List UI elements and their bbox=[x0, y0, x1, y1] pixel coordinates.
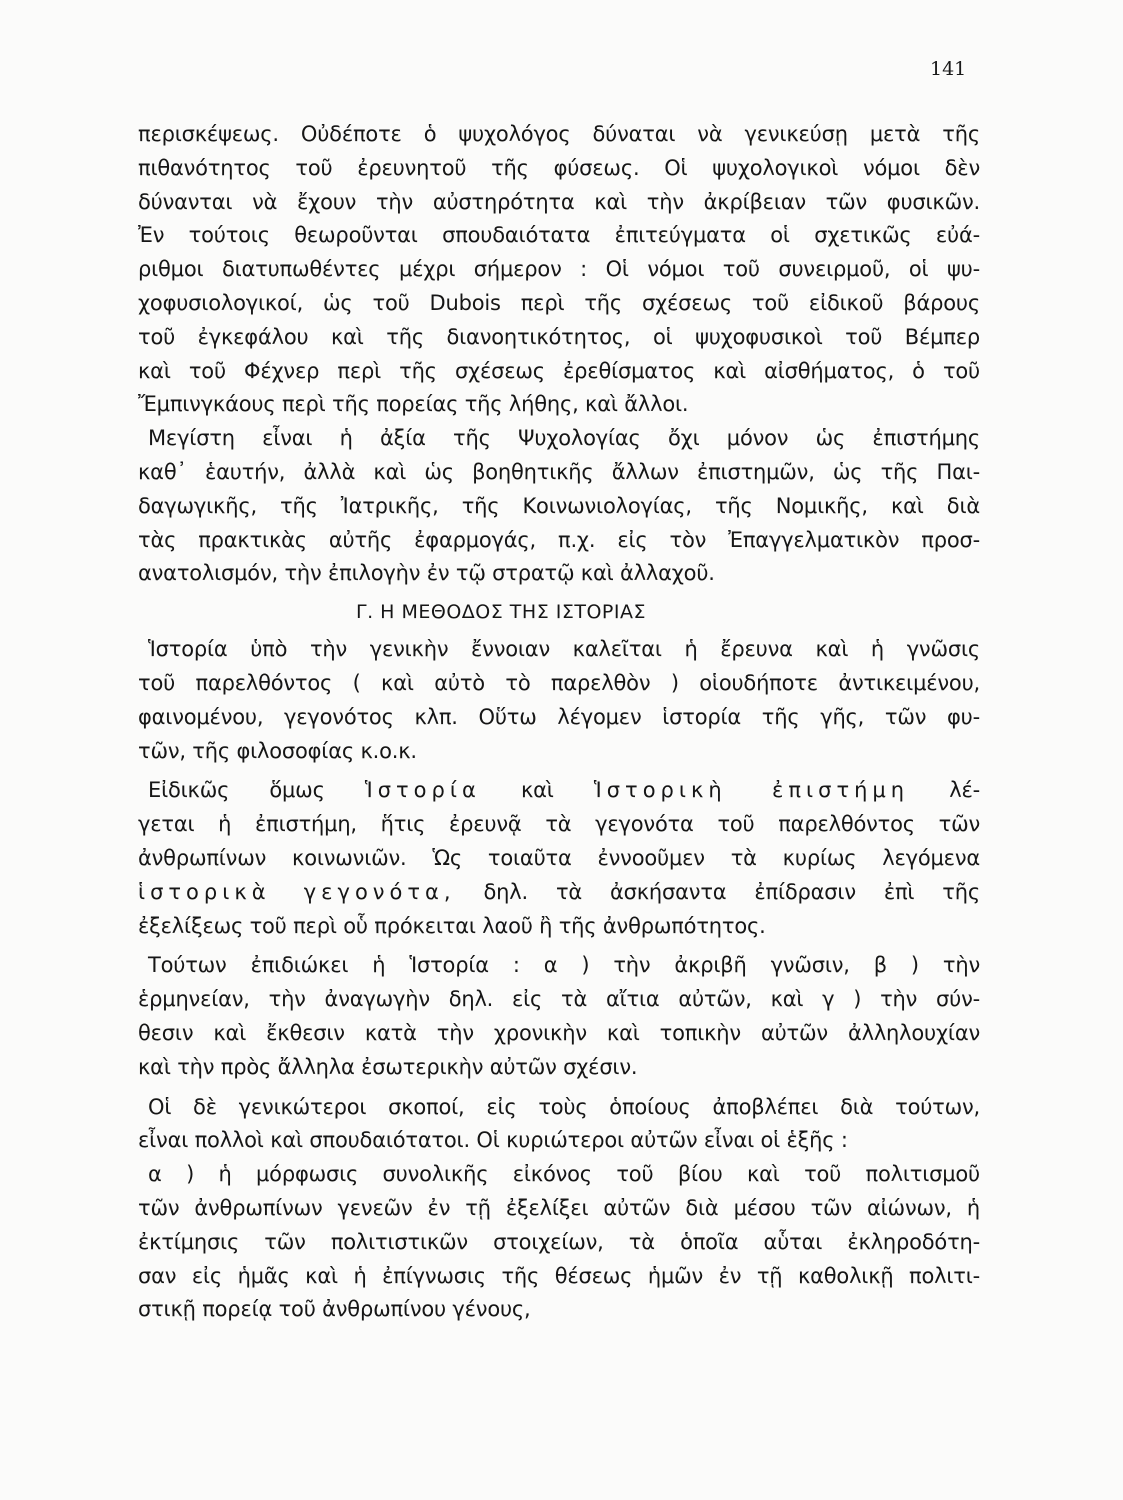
paragraph-psychology-value bbox=[138, 422, 980, 591]
text-line: σαν εἰς ἡμᾶς καὶ ἡ ἐπίγνωσις τῆς θέσεως ἡμῶν ἐν τῇ καθολικῇ πολιτι- bbox=[138, 1263, 980, 1288]
text-line: δαγωγικῆς, τῆς Ἰατρικῆς, τῆς Κοινωνιολογίας, τῆς Νομικῆς, καὶ διὰ bbox=[138, 493, 980, 518]
text-line: περισκέψεως. Οὐδέποτε ὁ ψυχολόγος δύναται νὰ γενικεύσῃ μετὰ τῆς bbox=[138, 122, 980, 146]
text-line: ἑρμηνείαν, τὴν ἀναγωγὴν δηλ. εἰς τὰ αἴτια αὐτῶν, καὶ γ ) τὴν σύν- bbox=[138, 987, 980, 1012]
text-line: τὰς πρακτικὰς αὐτῆς ἐφαρμογάς, π.χ. εἰς τὸν Ἐπαγγελματικὸν προσ- bbox=[138, 527, 980, 552]
text-line: ἀνθρωπίνων κοινωνιῶν. Ὡς τοιαῦτα ἐννοοῦμεν τὰ κυρίως λεγόμενα bbox=[138, 845, 980, 870]
text-line: ἐκτίμησις τῶν πολιτιστικῶν στοιχείων, τὰ ὁποῖα αὗται ἐκληροδότη- bbox=[138, 1229, 980, 1254]
text-line: Μεγίστη εἶναι ἡ ἀξία τῆς Ψυχολογίας ὄχι μόνον ὡς ἐπιστήμης bbox=[148, 426, 980, 451]
paragraph-psychology-laws bbox=[138, 118, 980, 422]
text-line: ριθμοι διατυπωθέντες μέχρι σήμερον : Οἱ νόμοι τοῦ συνειρμοῦ, οἱ ψυ- bbox=[138, 257, 980, 282]
text-line: Ἔμπινγκάους περὶ τῆς πορείας τῆς λήθης, καὶ ἄλλοι. bbox=[138, 392, 689, 417]
section-heading: Γ. Η ΜΕΘΟΔΟΣ ΤΗΣ ΙΣΤΟΡΙΑΣ bbox=[356, 601, 646, 624]
text-line bbox=[138, 876, 980, 910]
text-line: τῶν ἀνθρωπίνων γενεῶν ἐν τῇ ἐξελίξει αὐτῶν διὰ μέσου τῶν αἰώνων, ἡ bbox=[138, 1195, 980, 1220]
text-line: γεται ἡ ἐπιστήμη, ἥτις ἐρευνᾷ τὰ γεγονότα τοῦ παρελθόντος τῶν bbox=[138, 812, 980, 837]
page-number: 141 bbox=[930, 58, 967, 80]
text-line: τοῦ ἐγκεφάλου καὶ τῆς διανοητικότητος, οἱ ψυχοφυσικοὶ τοῦ Βέμπερ bbox=[138, 324, 980, 349]
text-line: ἐξελίξεως τοῦ περὶ οὗ πρόκειται λαοῦ ἢ τῆς ἀνθρωπότητος. bbox=[138, 913, 766, 938]
paragraph-history-aims bbox=[138, 949, 980, 1084]
text-span: λέ- bbox=[949, 778, 980, 803]
paragraph-general-goals bbox=[138, 1091, 980, 1328]
text-line: Ἐν τούτοις θεωροῦνται σπουδαιότατα ἐπιτεύγματα οἱ σχετικῶς εὐά- bbox=[138, 223, 980, 248]
spaced-term: ἱστορικὰ γεγονότα, bbox=[138, 879, 456, 904]
text-line: καθ᾽ ἑαυτήν, ἀλλὰ καὶ ὡς βοηθητικῆς ἄλλων ἐπιστημῶν, ὡς τῆς Παι- bbox=[138, 459, 980, 484]
text-line: καὶ τοῦ Φέχνερ περὶ τῆς σχέσεως ἐρεθίσματος καὶ αἰσθήματος, ὁ τοῦ bbox=[138, 358, 980, 383]
text-line: δύνανται νὰ ἔχουν τὴν αὐστηρότητα καὶ τὴν ἀκρίβειαν τῶν φυσικῶν. bbox=[138, 189, 980, 214]
paragraph-history-definition bbox=[138, 633, 980, 768]
text-line: τῶν, τῆς φιλοσοφίας κ.ο.κ. bbox=[138, 738, 417, 763]
text-span: δηλ. τὰ ἀσκήσαντα ἐπίδρασιν ἐπὶ τῆς bbox=[483, 879, 980, 904]
text-line: τοῦ παρελθόντος ( καὶ αὐτὸ τὸ παρελθὸν ) οἱουδήποτε ἀντικειμένου, bbox=[138, 670, 980, 695]
paragraph-history-science bbox=[138, 774, 980, 943]
text-line: θεσιν καὶ ἔκθεσιν κατὰ τὴν χρονικὴν καὶ τοπικὴν αὐτῶν ἀλληλουχίαν bbox=[138, 1020, 980, 1045]
text-line: χοφυσιολογικοί, ὡς τοῦ Dubois περὶ τῆς σχέσεως τοῦ εἰδικοῦ βάρους bbox=[138, 290, 980, 315]
text-span: Εἰδικῶς ὅμως bbox=[148, 778, 325, 803]
text-line: πιθανότητος τοῦ ἐρευνητοῦ τῆς φύσεως. Οἱ ψυχολογικοὶ νόμοι δὲν bbox=[138, 155, 980, 180]
text-line: στικῇ πορείᾳ τοῦ ἀνθρωπίνου γένους, bbox=[138, 1297, 531, 1322]
body-text bbox=[138, 118, 980, 1327]
text-line: εἶναι πολλοὶ καὶ σπουδαιότατοι. Οἱ κυριώτεροι αὐτῶν εἶναι οἱ ἑξῆς : bbox=[138, 1128, 848, 1153]
text-line: φαινομένου, γεγονότος κλπ. Οὕτω λέγομεν ἱστορία τῆς γῆς, τῶν φυ- bbox=[138, 704, 980, 729]
spaced-term: Ἱστορία bbox=[364, 778, 481, 803]
text-span: καὶ bbox=[520, 778, 554, 803]
text-line: Οἱ δὲ γενικώτεροι σκοποί, εἰς τοὺς ὁποίους ἀποβλέπει διὰ τούτων, bbox=[148, 1094, 980, 1119]
text-line bbox=[138, 774, 980, 808]
text-line: Τούτων ἐπιδιώκει ἡ Ἱστορία : α ) τὴν ἀκριβῆ γνῶσιν, β ) τὴν bbox=[148, 953, 980, 978]
text-line: Ἱστορία ὑπὸ τὴν γενικὴν ἔννοιαν καλεῖται ἡ ἔρευνα καὶ ἡ γνῶσις bbox=[148, 637, 980, 662]
text-line: ανατολισμόν, τὴν ἐπιλογὴν ἐν τῷ στρατῷ καὶ ἀλλαχοῦ. bbox=[138, 561, 715, 586]
text-line: α ) ἡ μόρφωσις συνολικῆς εἰκόνος τοῦ βίου καὶ τοῦ πολιτισμοῦ bbox=[148, 1162, 980, 1187]
spaced-term: Ἱστορικὴ ἐπιστήμη bbox=[593, 778, 910, 803]
text-line: καὶ τὴν πρὸς ἄλληλα ἐσωτερικὴν αὐτῶν σχέσιν. bbox=[138, 1054, 638, 1079]
